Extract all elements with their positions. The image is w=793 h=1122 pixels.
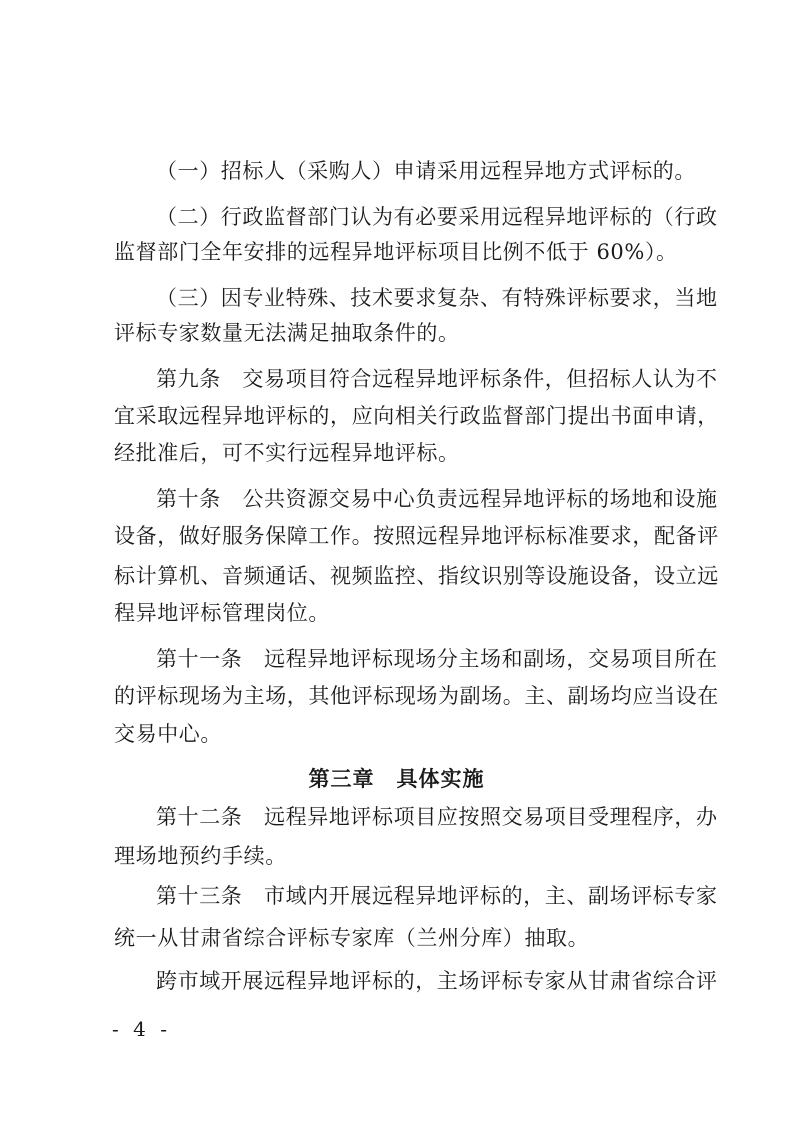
chapter-heading: 第三章 具体实施 (308, 767, 485, 791)
article-12-line-2: 理场地预约手续。 (114, 844, 287, 868)
article-13-paragraph-2-line-1: 跨市域开展远程异地评标的，主场评标专家从甘肃省综合评 (156, 969, 718, 993)
article-11-line-2: 的评标现场为主场，其他评标现场为副场。主、副场均应当设在 (114, 684, 719, 708)
paragraph-clause-2-line-1: （二）行政监督部门认为有必要采用远程异地评标的（行政 (156, 205, 718, 229)
article-9-line-2: 宜采取远程异地评标的，应向相关行政监督部门提出书面申请， (114, 404, 719, 428)
article-10-line-2: 设备，做好服务保障工作。按照远程异地评标标准要求，配备评 (114, 524, 719, 548)
page-number: - 4 - (112, 1017, 171, 1041)
article-9-line-1: 第九条 交易项目符合远程异地评标条件，但招标人认为不 (156, 367, 718, 391)
article-13-line-1: 第十三条 市域内开展远程异地评标的，主、副场评标专家 (156, 884, 718, 908)
article-10-line-1: 第十条 公共资源交易中心负责远程异地评标的场地和设施 (156, 487, 718, 511)
article-11-line-1: 第十一条 远程异地评标现场分主场和副场，交易项目所在 (156, 647, 718, 671)
article-12-line-1: 第十二条 远程异地评标项目应按照交易项目受理程序，办 (156, 805, 718, 829)
paragraph-clause-1: （一）招标人（采购人）申请采用远程异地方式评标的。 (156, 159, 696, 183)
article-10-line-4: 程异地评标管理岗位。 (114, 601, 330, 625)
paragraph-clause-3-line-1: （三）因专业特殊、技术要求复杂、有特殊评标要求，当地 (156, 286, 718, 310)
paragraph-clause-3-line-2: 评标专家数量无法满足抽取条件的。 (114, 321, 460, 345)
paragraph-clause-2-line-2: 监督部门全年安排的远程异地评标项目比例不低于 60%）。 (114, 240, 678, 264)
article-10-line-3: 标计算机、音频通话、视频监控、指纹识别等设施设备，设立远 (114, 564, 719, 588)
article-9-line-3: 经批准后，可不实行远程异地评标。 (114, 441, 460, 465)
article-13-line-2: 统一从甘肃省综合评标专家库（兰州分库）抽取。 (114, 926, 590, 950)
article-11-line-3: 交易中心。 (114, 722, 222, 746)
